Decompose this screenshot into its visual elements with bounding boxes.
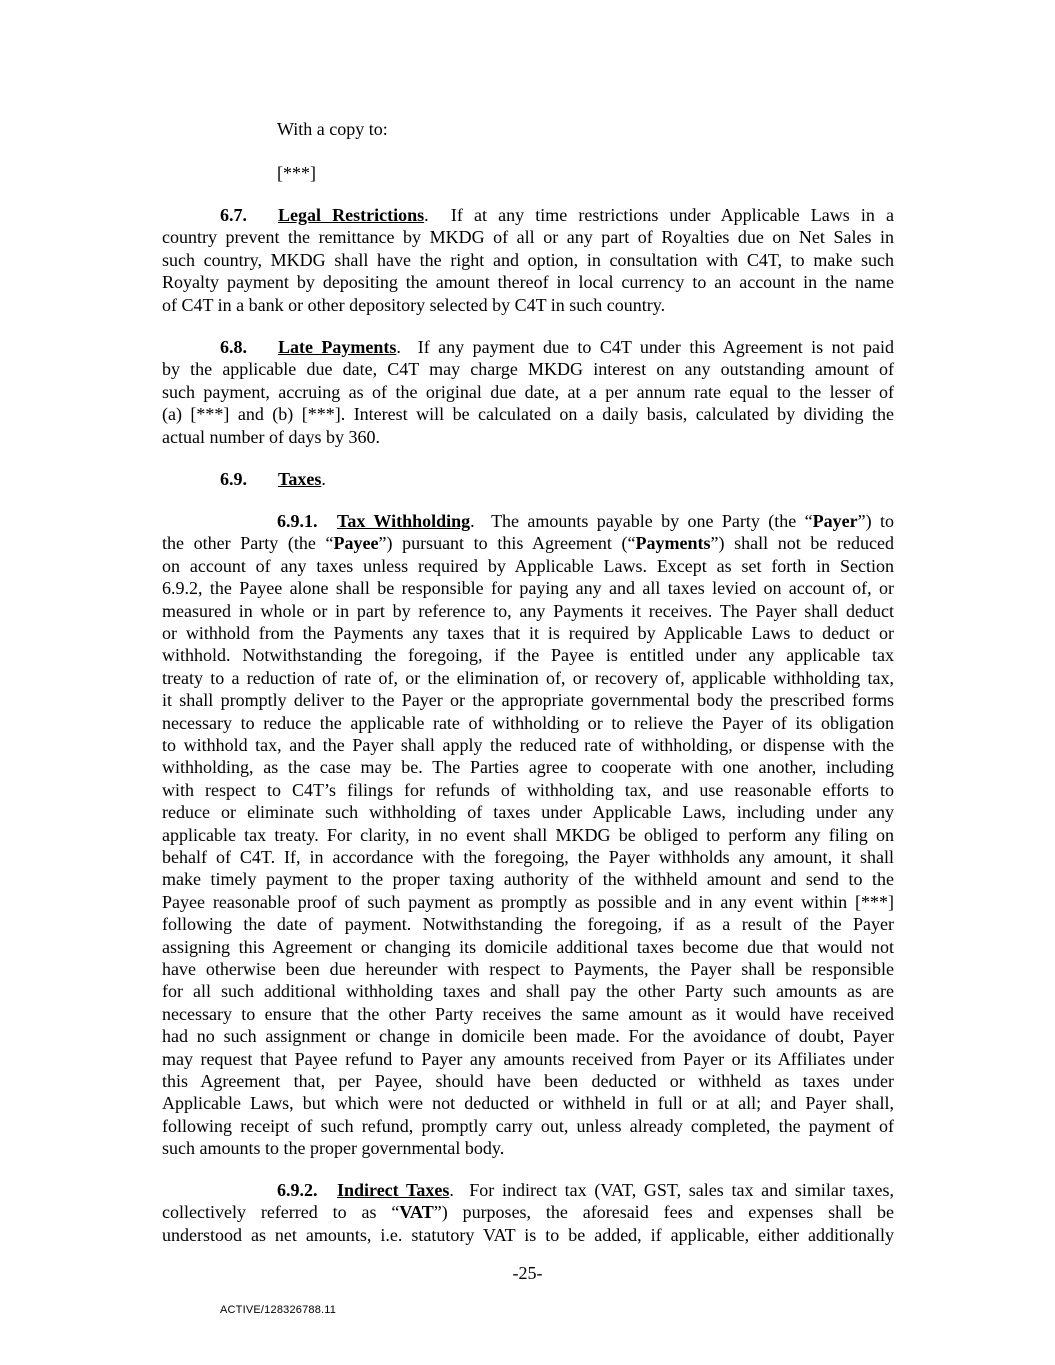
redacted-address: [***] bbox=[277, 163, 316, 183]
section-number: 6.9.2. bbox=[277, 1180, 318, 1200]
section-heading: Taxes bbox=[278, 469, 322, 489]
paragraph-line: assigning this Agreement or changing its domicile additional taxes become due that would not bbox=[162, 936, 894, 957]
copy-to-label: With a copy to: bbox=[277, 119, 388, 139]
paragraph-line: behalf of C4T. If, in accordance with the foregoing, the Payer withholds any amount, it shall bbox=[162, 847, 894, 867]
paragraph-line: withholding, as the case may be. The Parties agree to cooperate with one another, including bbox=[162, 757, 894, 778]
defined-term: Payer bbox=[812, 511, 858, 531]
section-number: 6.9. bbox=[220, 469, 247, 489]
paragraph-line: or withhold from the Payments any taxes that it is required by Applicable Laws to deduct or bbox=[162, 623, 894, 643]
paragraph-line: Royalty payment by depositing the amount thereof in local currency to an account in the name bbox=[162, 272, 894, 293]
paragraph-line: reduce or eliminate such withholding of taxes under Applicable Laws, including under any bbox=[162, 802, 894, 823]
section-6-8-first-line: 6.8. Late Payments. If any payment due to C4T under this Agreement is not paid bbox=[220, 337, 894, 357]
paragraph-line: measured in whole or in part by reference to, any Payments it receives. The Payer shall deduct bbox=[162, 600, 894, 621]
paragraph-line: following the date of payment. Notwithstanding the foregoing, if as a result of the Payer bbox=[162, 914, 894, 935]
paragraph-line: necessary to reduce the applicable rate of withholding or to relieve the Payer of its obligation bbox=[162, 712, 894, 733]
paragraph-line: for all such additional withholding taxes and shall pay the other Party such amounts as are bbox=[162, 981, 894, 1002]
paragraph-line: such country, MKDG shall have the right and option, in consultation with C4T, to make such bbox=[162, 249, 894, 270]
section-number: 6.7. bbox=[220, 205, 247, 225]
paragraph-line: had no such assignment or change in domicile been made. For the avoidance of doubt, Payer bbox=[162, 1026, 894, 1047]
section-number: 6.9.1. bbox=[277, 511, 318, 531]
defined-term: VAT bbox=[399, 1202, 434, 1223]
page-number: -25- bbox=[512, 1263, 543, 1283]
paragraph-line: it shall promptly deliver to the Payer or the appropriate governmental body the prescribed forms bbox=[162, 690, 894, 711]
section-number: 6.8. bbox=[220, 337, 247, 357]
section-heading: Legal Restrictions bbox=[278, 205, 425, 225]
paragraph-line: 6.9.2, the Payee alone shall be responsible for paying any and all taxes levied on account of, or bbox=[162, 578, 894, 599]
paragraph-line: understood as net amounts, i.e. statutory VAT is to be added, if applicable, either additionally bbox=[162, 1224, 894, 1245]
section-heading: Indirect Taxes bbox=[337, 1180, 450, 1200]
paragraph-line: actual number of days by 360. bbox=[162, 426, 380, 447]
paragraph-line: withhold. Notwithstanding the foregoing, if the Payee is entitled under any applicable tax bbox=[162, 645, 894, 666]
paragraph-line: with respect to C4T’s filings for refunds of withholding tax, and use reasonable efforts to bbox=[162, 779, 894, 800]
paragraph-line: applicable tax treaty. For clarity, in no event shall MKDG be obliged to perform any filing on bbox=[162, 824, 894, 845]
paragraph-line: by the applicable due date, C4T may charge MKDG interest on any outstanding amount of bbox=[162, 359, 894, 380]
paragraph-line: such amounts to the proper governmental body. bbox=[162, 1138, 505, 1159]
paragraph-line: Payee reasonable proof of such payment as promptly as possible and in any event within [***] bbox=[162, 891, 894, 912]
paragraph-line: country prevent the remittance by MKDG of all or any part of Royalties due on Net Sales in bbox=[162, 227, 894, 248]
paragraph-line: (a) [***] and (b) [***]. Interest will be calculated on a daily basis, calculated by dividing the bbox=[162, 404, 894, 425]
paragraph-line: to withhold tax, and the Payer shall apply the reduced rate of withholding, or dispense with the bbox=[162, 735, 894, 755]
paragraph-line: treaty to a reduction of rate of, or the elimination of, or recovery of, applicable withholding tax, bbox=[162, 667, 894, 688]
paragraph-line: make timely payment to the proper taxing authority of the withheld amount and send to the bbox=[162, 869, 894, 890]
defined-term: Payee bbox=[333, 533, 379, 554]
paragraph-line: necessary to ensure that the other Party receives the same amount as it would have received bbox=[162, 1003, 894, 1024]
paragraph-line: the other Party (the “Payee”) pursuant to this Agreement (“Payments”) shall not be reduced bbox=[162, 533, 894, 554]
section-heading: Late Payments bbox=[278, 337, 397, 357]
paragraph-line: of C4T in a bank or other depository selected by C4T in such country. bbox=[162, 294, 666, 315]
paragraph-line: may request that Payee refund to Payer any amounts received from Payer or its Affiliates under bbox=[162, 1048, 894, 1069]
paragraph-line: have otherwise been due hereunder with respect to Payments, the Payer shall be responsible bbox=[162, 959, 894, 979]
section-6-9-1-first-line: 6.9.1. Tax Withholding. The amounts payable by one Party (the “Payer”) to bbox=[277, 511, 894, 531]
paragraph-line: on account of any taxes unless required by Applicable Laws. Except as set forth in Section bbox=[162, 555, 894, 576]
document-id: ACTIVE/128326788.11 bbox=[220, 1304, 337, 1316]
paragraph-line: collectively referred to as “VAT”) purposes, the aforesaid fees and expenses shall be bbox=[162, 1202, 895, 1223]
section-6-9-2-first-line: 6.9.2. Indirect Taxes. For indirect tax (VAT, GST, sales tax and similar taxes, bbox=[277, 1180, 895, 1200]
section-6-7-first-line: 6.7. Legal Restrictions. If at any time restrictions under Applicable Laws in a bbox=[220, 205, 894, 225]
paragraph-line: following receipt of such refund, promptly carry out, unless already completed, the payment of bbox=[162, 1115, 894, 1136]
section-6-9-heading-line: 6.9. Taxes. bbox=[220, 469, 326, 489]
section-heading: Tax Withholding bbox=[337, 511, 471, 531]
paragraph-line: Applicable Laws, but which were not deducted or withheld in full or at all; and Payer shall, bbox=[162, 1093, 894, 1114]
paragraph-line: such payment, accruing as of the original due date, at a per annum rate equal to the lesser of bbox=[162, 381, 894, 402]
defined-term: Payments bbox=[635, 533, 711, 554]
paragraph-line: this Agreement that, per Payee, should have been deducted or withheld as taxes under bbox=[162, 1071, 894, 1091]
